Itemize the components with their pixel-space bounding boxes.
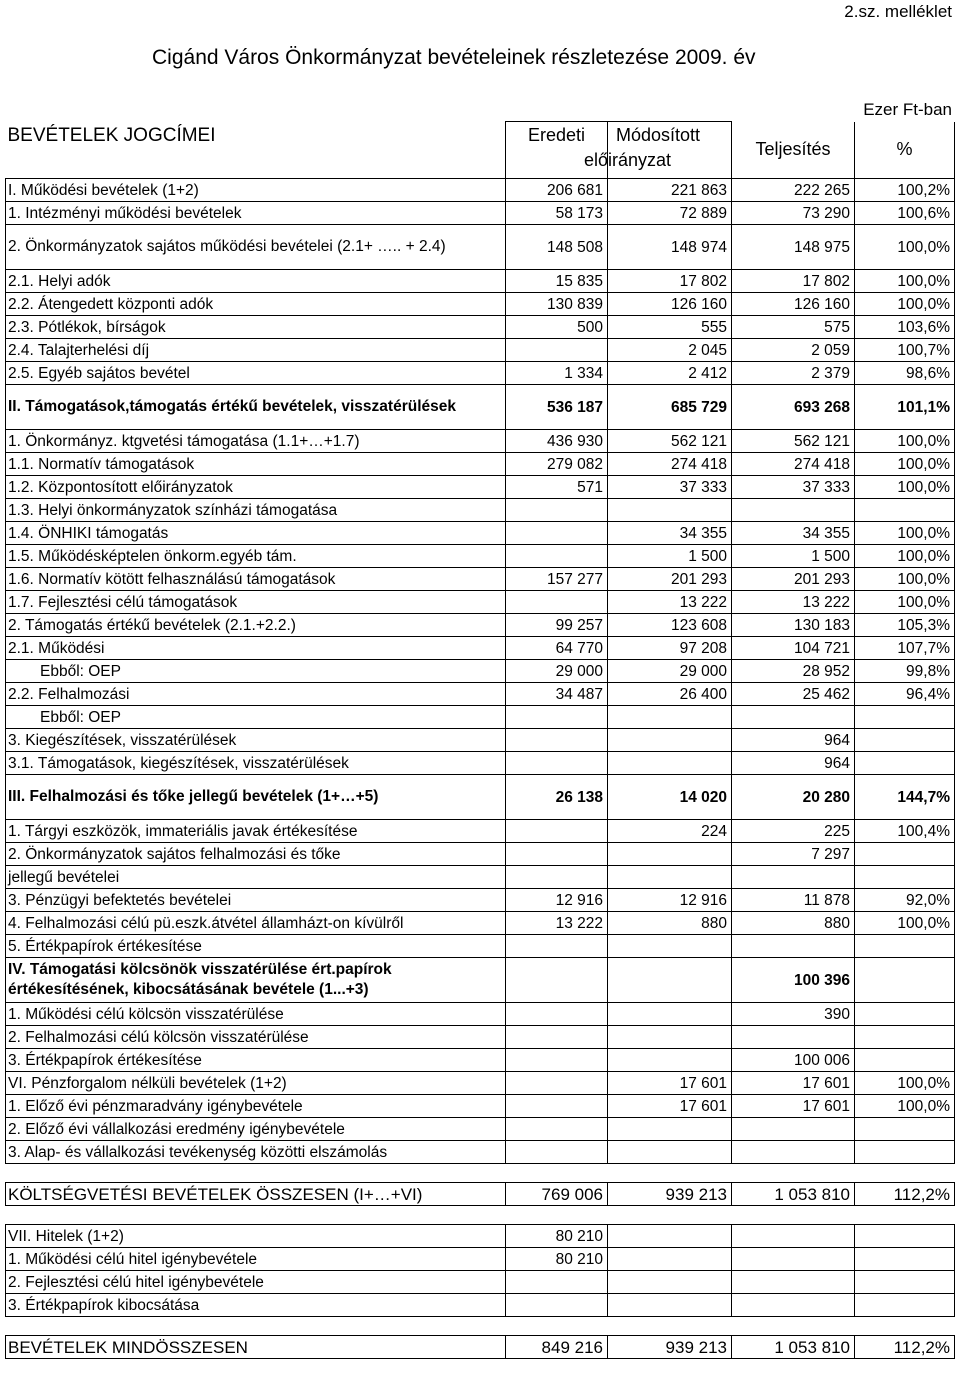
table-row — [6, 430, 955, 453]
cell-pct — [855, 1271, 955, 1294]
table-row — [6, 545, 955, 568]
cell-pct: 103,6% — [855, 316, 955, 339]
row-label: IV. Támogatási kölcsönök visszatérülése ért.papírok értékesítésének, kibocsátásának bevétele (1...+3) — [6, 958, 506, 1003]
cell-modified: 26 400 — [608, 683, 732, 706]
cell-actual: 1 053 810 — [732, 1183, 855, 1206]
cell-actual: 28 952 — [732, 660, 855, 683]
cell-original — [506, 1294, 608, 1317]
cell-pct — [855, 706, 955, 729]
table-row — [6, 202, 955, 225]
cell-actual: 274 418 — [732, 453, 855, 476]
row-label: 2.1. Működési — [6, 637, 506, 660]
cell-original — [506, 843, 608, 866]
table-row — [6, 1248, 955, 1271]
cell-actual: 7 297 — [732, 843, 855, 866]
row-label: VII. Hitelek (1+2) — [6, 1225, 506, 1248]
cell-modified: 123 608 — [608, 614, 732, 637]
cell-pct: 100,0% — [855, 912, 955, 935]
table-row — [6, 1049, 955, 1072]
cell-pct — [855, 752, 955, 775]
cell-modified — [608, 1118, 732, 1141]
row-label: 1.6. Normatív kötött felhasználású támogatások — [6, 568, 506, 591]
row-label: 3. Alap- és vállalkozási tevékenység közötti elszámolás — [6, 1141, 506, 1164]
row-label: 1.3. Helyi önkormányzatok színházi támogatása — [6, 499, 506, 522]
cell-pct: 100,0% — [855, 522, 955, 545]
cell-original — [506, 591, 608, 614]
row-label: KÖLTSÉGVETÉSI BEVÉTELEK ÖSSZESEN (I+…+VI) — [6, 1183, 506, 1206]
row-label: 2. Előző évi vállalkozási eredmény igénybevétele — [6, 1118, 506, 1141]
cell-original: 769 006 — [506, 1183, 608, 1206]
unit-label: Ezer Ft-ban — [863, 100, 952, 119]
cell-modified: 1 500 — [608, 545, 732, 568]
cell-original: 157 277 — [506, 568, 608, 591]
cell-pct: 96,4% — [855, 683, 955, 706]
cell-modified: 939 213 — [608, 1183, 732, 1206]
cell-pct — [855, 843, 955, 866]
cell-actual: 100 006 — [732, 1049, 855, 1072]
cell-modified: 17 601 — [608, 1095, 732, 1118]
row-label: 1. Intézményi működési bevételek — [6, 202, 506, 225]
cell-actual: 17 601 — [732, 1095, 855, 1118]
cell-actual — [732, 706, 855, 729]
cell-original: 80 210 — [506, 1225, 608, 1248]
table-row — [6, 316, 955, 339]
row-label: III. Felhalmozási és tőke jellegű bevételek (1+…+5) — [6, 775, 506, 820]
cell-pct — [855, 1225, 955, 1248]
row-label: 2.5. Egyéb sajátos bevétel — [6, 362, 506, 385]
cell-modified: 685 729 — [608, 385, 732, 430]
cell-actual: 2 379 — [732, 362, 855, 385]
row-label: 2. Önkormányzatok sajátos működési bevételei (2.1+ ….. + 2.4) — [6, 225, 506, 270]
row-label: 2. Támogatás értékű bevételek (2.1.+2.2.) — [6, 614, 506, 637]
table-row — [6, 362, 955, 385]
cell-actual: 201 293 — [732, 568, 855, 591]
row-label: 2.4. Talajterhelési díj — [6, 339, 506, 362]
table-row — [6, 1118, 955, 1141]
cell-original — [506, 706, 608, 729]
table-row — [6, 729, 955, 752]
cell-modified — [608, 499, 732, 522]
cell-original: 15 835 — [506, 270, 608, 293]
cell-pct: 105,3% — [855, 614, 955, 637]
cell-actual: 562 121 — [732, 430, 855, 453]
cell-actual: 225 — [732, 820, 855, 843]
table-row — [6, 706, 955, 729]
row-label: 3. Pénzügyi befektetés bevételei — [6, 889, 506, 912]
header-pct: % — [855, 122, 955, 179]
cell-pct — [855, 729, 955, 752]
row-label: 1. Működési célú hitel igénybevétele — [6, 1248, 506, 1271]
cell-original: 12 916 — [506, 889, 608, 912]
table-row — [6, 1003, 955, 1026]
table-row — [6, 568, 955, 591]
cell-actual: 11 878 — [732, 889, 855, 912]
annex-label: 2.sz. melléklet — [844, 2, 952, 21]
cell-original — [506, 820, 608, 843]
cell-pct: 144,7% — [855, 775, 955, 820]
cell-pct: 98,6% — [855, 362, 955, 385]
cell-modified: 37 333 — [608, 476, 732, 499]
row-label: Ebből: OEP — [6, 706, 506, 729]
cell-actual: 1 053 810 — [732, 1336, 855, 1359]
table-row — [6, 270, 955, 293]
cell-original: 279 082 — [506, 453, 608, 476]
cell-original — [506, 752, 608, 775]
cell-original — [506, 1026, 608, 1049]
cell-modified: 201 293 — [608, 568, 732, 591]
table-row — [6, 385, 955, 430]
table-row — [6, 775, 955, 820]
table-row — [6, 889, 955, 912]
cell-original — [506, 522, 608, 545]
cell-pct: 112,2% — [855, 1336, 955, 1359]
cell-original: 849 216 — [506, 1336, 608, 1359]
cell-modified: 97 208 — [608, 637, 732, 660]
cell-actual: 20 280 — [732, 775, 855, 820]
cell-pct — [855, 935, 955, 958]
cell-pct — [855, 1248, 955, 1271]
cell-actual: 222 265 — [732, 179, 855, 202]
cell-actual: 1 500 — [732, 545, 855, 568]
cell-actual: 2 059 — [732, 339, 855, 362]
cell-modified: 221 863 — [608, 179, 732, 202]
cell-original — [506, 1003, 608, 1026]
row-label: I. Működési bevételek (1+2) — [6, 179, 506, 202]
table-row — [6, 1072, 955, 1095]
cell-modified: 562 121 — [608, 430, 732, 453]
cell-modified — [608, 866, 732, 889]
row-label: 1.1. Normatív támogatások — [6, 453, 506, 476]
cell-actual — [732, 1294, 855, 1317]
row-label: 1.5. Működésképtelen önkorm.egyéb tám. — [6, 545, 506, 568]
cell-actual: 880 — [732, 912, 855, 935]
cell-actual — [732, 499, 855, 522]
cell-original — [506, 339, 608, 362]
cell-modified: 12 916 — [608, 889, 732, 912]
row-label: 2. Felhalmozási célú kölcsön visszatérülése — [6, 1026, 506, 1049]
row-label: 2.3. Pótlékok, bírságok — [6, 316, 506, 339]
cell-pct: 100,0% — [855, 1095, 955, 1118]
cell-original: 13 222 — [506, 912, 608, 935]
row-label: BEVÉTELEK MINDÖSSZESEN — [6, 1336, 506, 1359]
cell-actual — [732, 1026, 855, 1049]
cell-actual: 126 160 — [732, 293, 855, 316]
page-title: Cigánd Város Önkormányzat bevételeinek részletezése 2009. év — [152, 46, 756, 69]
cell-original: 58 173 — [506, 202, 608, 225]
cell-modified: 13 222 — [608, 591, 732, 614]
row-label: VI. Pénzforgalom nélküli bevételek (1+2) — [6, 1072, 506, 1095]
cell-actual: 25 462 — [732, 683, 855, 706]
cell-modified: 72 889 — [608, 202, 732, 225]
cell-original: 1 334 — [506, 362, 608, 385]
cell-pct — [855, 1118, 955, 1141]
cell-pct — [855, 958, 955, 1003]
row-label: 1. Tárgyi eszközök, immateriális javak értékesítése — [6, 820, 506, 843]
cell-original: 26 138 — [506, 775, 608, 820]
cell-original: 436 930 — [506, 430, 608, 453]
table-row — [6, 522, 955, 545]
cell-modified — [608, 1049, 732, 1072]
cell-original — [506, 958, 608, 1003]
row-label: jellegű bevételei — [6, 866, 506, 889]
header-plan: előirányzat — [584, 150, 672, 170]
cell-original — [506, 1118, 608, 1141]
header-original-text: Eredeti — [527, 125, 586, 145]
row-label: 3. Értékpapírok kibocsátása — [6, 1294, 506, 1317]
spacer-row — [6, 1317, 955, 1336]
table-row — [6, 1026, 955, 1049]
cell-modified: 2 412 — [608, 362, 732, 385]
table-row — [6, 339, 955, 362]
row-label: 1. Önkormányz. ktgvetési támogatása (1.1+…+1.7) — [6, 430, 506, 453]
cell-modified — [608, 1026, 732, 1049]
table-row — [6, 1183, 955, 1206]
row-label: 2.2. Átengedett központi adók — [6, 293, 506, 316]
table-row — [6, 958, 955, 1003]
table-row — [6, 683, 955, 706]
cell-actual: 104 721 — [732, 637, 855, 660]
table-row — [6, 293, 955, 316]
cell-pct: 100,2% — [855, 179, 955, 202]
cell-pct: 99,8% — [855, 660, 955, 683]
cell-original: 206 681 — [506, 179, 608, 202]
cell-modified — [608, 706, 732, 729]
cell-actual: 100 396 — [732, 958, 855, 1003]
table-row — [6, 660, 955, 683]
cell-actual: 17 601 — [732, 1072, 855, 1095]
cell-original: 34 487 — [506, 683, 608, 706]
revenue-table — [5, 121, 955, 1359]
table-row — [6, 1336, 955, 1359]
row-label: 1.4. ÖNHIKI támogatás — [6, 522, 506, 545]
row-label: 1.2. Központosított előirányzatok — [6, 476, 506, 499]
row-label: 2.1. Helyi adók — [6, 270, 506, 293]
cell-pct — [855, 866, 955, 889]
table-row — [6, 866, 955, 889]
cell-actual — [732, 866, 855, 889]
cell-modified: 555 — [608, 316, 732, 339]
cell-original — [506, 1049, 608, 1072]
cell-modified — [608, 935, 732, 958]
cell-actual: 964 — [732, 752, 855, 775]
cell-actual: 37 333 — [732, 476, 855, 499]
cell-modified: 939 213 — [608, 1336, 732, 1359]
cell-modified: 274 418 — [608, 453, 732, 476]
cell-modified — [608, 1141, 732, 1164]
cell-pct: 100,4% — [855, 820, 955, 843]
cell-original: 536 187 — [506, 385, 608, 430]
cell-actual: 964 — [732, 729, 855, 752]
cell-pct — [855, 1294, 955, 1317]
table-row — [6, 843, 955, 866]
row-label: 1. Működési célú kölcsön visszatérülése — [6, 1003, 506, 1026]
cell-actual: 148 975 — [732, 225, 855, 270]
row-label: 2. Önkormányzatok sajátos felhalmozási és tőke — [6, 843, 506, 866]
row-label: 3. Kiegészítések, visszatérülések — [6, 729, 506, 752]
cell-actual: 34 355 — [732, 522, 855, 545]
table-row — [6, 1271, 955, 1294]
cell-pct: 100,0% — [855, 568, 955, 591]
header-modified-text: Módosított — [616, 125, 701, 145]
cell-actual: 693 268 — [732, 385, 855, 430]
cell-pct: 100,0% — [855, 453, 955, 476]
cell-original — [506, 935, 608, 958]
row-label: 1.7. Fejlesztési célú támogatások — [6, 591, 506, 614]
cell-original: 64 770 — [506, 637, 608, 660]
cell-pct — [855, 1003, 955, 1026]
cell-modified — [608, 958, 732, 1003]
table-row — [6, 179, 955, 202]
cell-modified: 880 — [608, 912, 732, 935]
cell-modified: 17 802 — [608, 270, 732, 293]
cell-actual: 17 802 — [732, 270, 855, 293]
cell-original — [506, 1141, 608, 1164]
row-label: 2.2. Felhalmozási — [6, 683, 506, 706]
cell-modified: 126 160 — [608, 293, 732, 316]
cell-modified — [608, 752, 732, 775]
table-row — [6, 752, 955, 775]
header-label: BEVÉTELEK JOGCÍMEI — [7, 124, 216, 146]
cell-original: 148 508 — [506, 225, 608, 270]
row-label: Ebből: OEP — [6, 660, 506, 683]
table-row — [6, 820, 955, 843]
table-header-row — [6, 122, 955, 179]
cell-actual: 13 222 — [732, 591, 855, 614]
cell-original: 571 — [506, 476, 608, 499]
row-label: 2. Fejlesztési célú hitel igénybevétele — [6, 1271, 506, 1294]
cell-modified: 2 045 — [608, 339, 732, 362]
cell-modified: 14 020 — [608, 775, 732, 820]
cell-modified — [608, 1225, 732, 1248]
cell-pct: 100,0% — [855, 430, 955, 453]
cell-original — [506, 729, 608, 752]
table-row — [6, 1294, 955, 1317]
cell-pct: 100,0% — [855, 476, 955, 499]
table-row — [6, 1095, 955, 1118]
cell-modified — [608, 729, 732, 752]
cell-original: 99 257 — [506, 614, 608, 637]
cell-pct: 100,0% — [855, 545, 955, 568]
cell-modified — [608, 843, 732, 866]
table-row — [6, 912, 955, 935]
cell-actual — [732, 1248, 855, 1271]
spacer-row — [6, 1206, 955, 1225]
cell-actual — [732, 1271, 855, 1294]
cell-pct: 100,0% — [855, 293, 955, 316]
spacer-row — [6, 1164, 955, 1183]
cell-modified: 224 — [608, 820, 732, 843]
table-row — [6, 591, 955, 614]
cell-original — [506, 1095, 608, 1118]
table-row — [6, 935, 955, 958]
cell-actual — [732, 1118, 855, 1141]
cell-actual — [732, 1141, 855, 1164]
cell-pct: 112,2% — [855, 1183, 955, 1206]
cell-original — [506, 1271, 608, 1294]
table-row — [6, 225, 955, 270]
table-row — [6, 1141, 955, 1164]
row-label: II. Támogatások,támogatás értékű bevételek, visszatérülések — [6, 385, 506, 430]
cell-pct: 100,6% — [855, 202, 955, 225]
cell-actual: 73 290 — [732, 202, 855, 225]
cell-original: 500 — [506, 316, 608, 339]
row-label: 3.1. Támogatások, kiegészítések, visszatérülések — [6, 752, 506, 775]
row-label: 3. Értékpapírok értékesítése — [6, 1049, 506, 1072]
cell-actual — [732, 935, 855, 958]
cell-pct: 100,0% — [855, 1072, 955, 1095]
cell-pct: 92,0% — [855, 889, 955, 912]
table-row — [6, 637, 955, 660]
cell-modified — [608, 1294, 732, 1317]
cell-original — [506, 499, 608, 522]
cell-original: 29 000 — [506, 660, 608, 683]
table-row — [6, 1225, 955, 1248]
row-label: 4. Felhalmozási célú pü.eszk.átvétel államházt-on kívülről — [6, 912, 506, 935]
cell-pct — [855, 1026, 955, 1049]
table-row — [6, 614, 955, 637]
cell-original — [506, 1072, 608, 1095]
cell-actual — [732, 1225, 855, 1248]
header-actual: Teljesítés — [732, 122, 855, 179]
cell-pct: 100,0% — [855, 270, 955, 293]
cell-pct — [855, 1049, 955, 1072]
cell-pct: 100,7% — [855, 339, 955, 362]
row-label: 1. Előző évi pénzmaradvány igénybevétele — [6, 1095, 506, 1118]
cell-original: 80 210 — [506, 1248, 608, 1271]
cell-original — [506, 866, 608, 889]
cell-modified: 29 000 — [608, 660, 732, 683]
cell-original — [506, 545, 608, 568]
cell-actual: 130 183 — [732, 614, 855, 637]
cell-modified — [608, 1003, 732, 1026]
cell-modified: 148 974 — [608, 225, 732, 270]
cell-pct: 100,0% — [855, 591, 955, 614]
cell-modified — [608, 1271, 732, 1294]
cell-modified — [608, 1248, 732, 1271]
table-row — [6, 499, 955, 522]
cell-pct — [855, 1141, 955, 1164]
row-label: 5. Értékpapírok értékesítése — [6, 935, 506, 958]
cell-pct: 107,7% — [855, 637, 955, 660]
cell-pct: 100,0% — [855, 225, 955, 270]
cell-original: 130 839 — [506, 293, 608, 316]
cell-actual: 390 — [732, 1003, 855, 1026]
table-row — [6, 453, 955, 476]
cell-actual: 575 — [732, 316, 855, 339]
cell-pct: 101,1% — [855, 385, 955, 430]
cell-modified: 34 355 — [608, 522, 732, 545]
cell-pct — [855, 499, 955, 522]
cell-modified: 17 601 — [608, 1072, 732, 1095]
table-row — [6, 476, 955, 499]
